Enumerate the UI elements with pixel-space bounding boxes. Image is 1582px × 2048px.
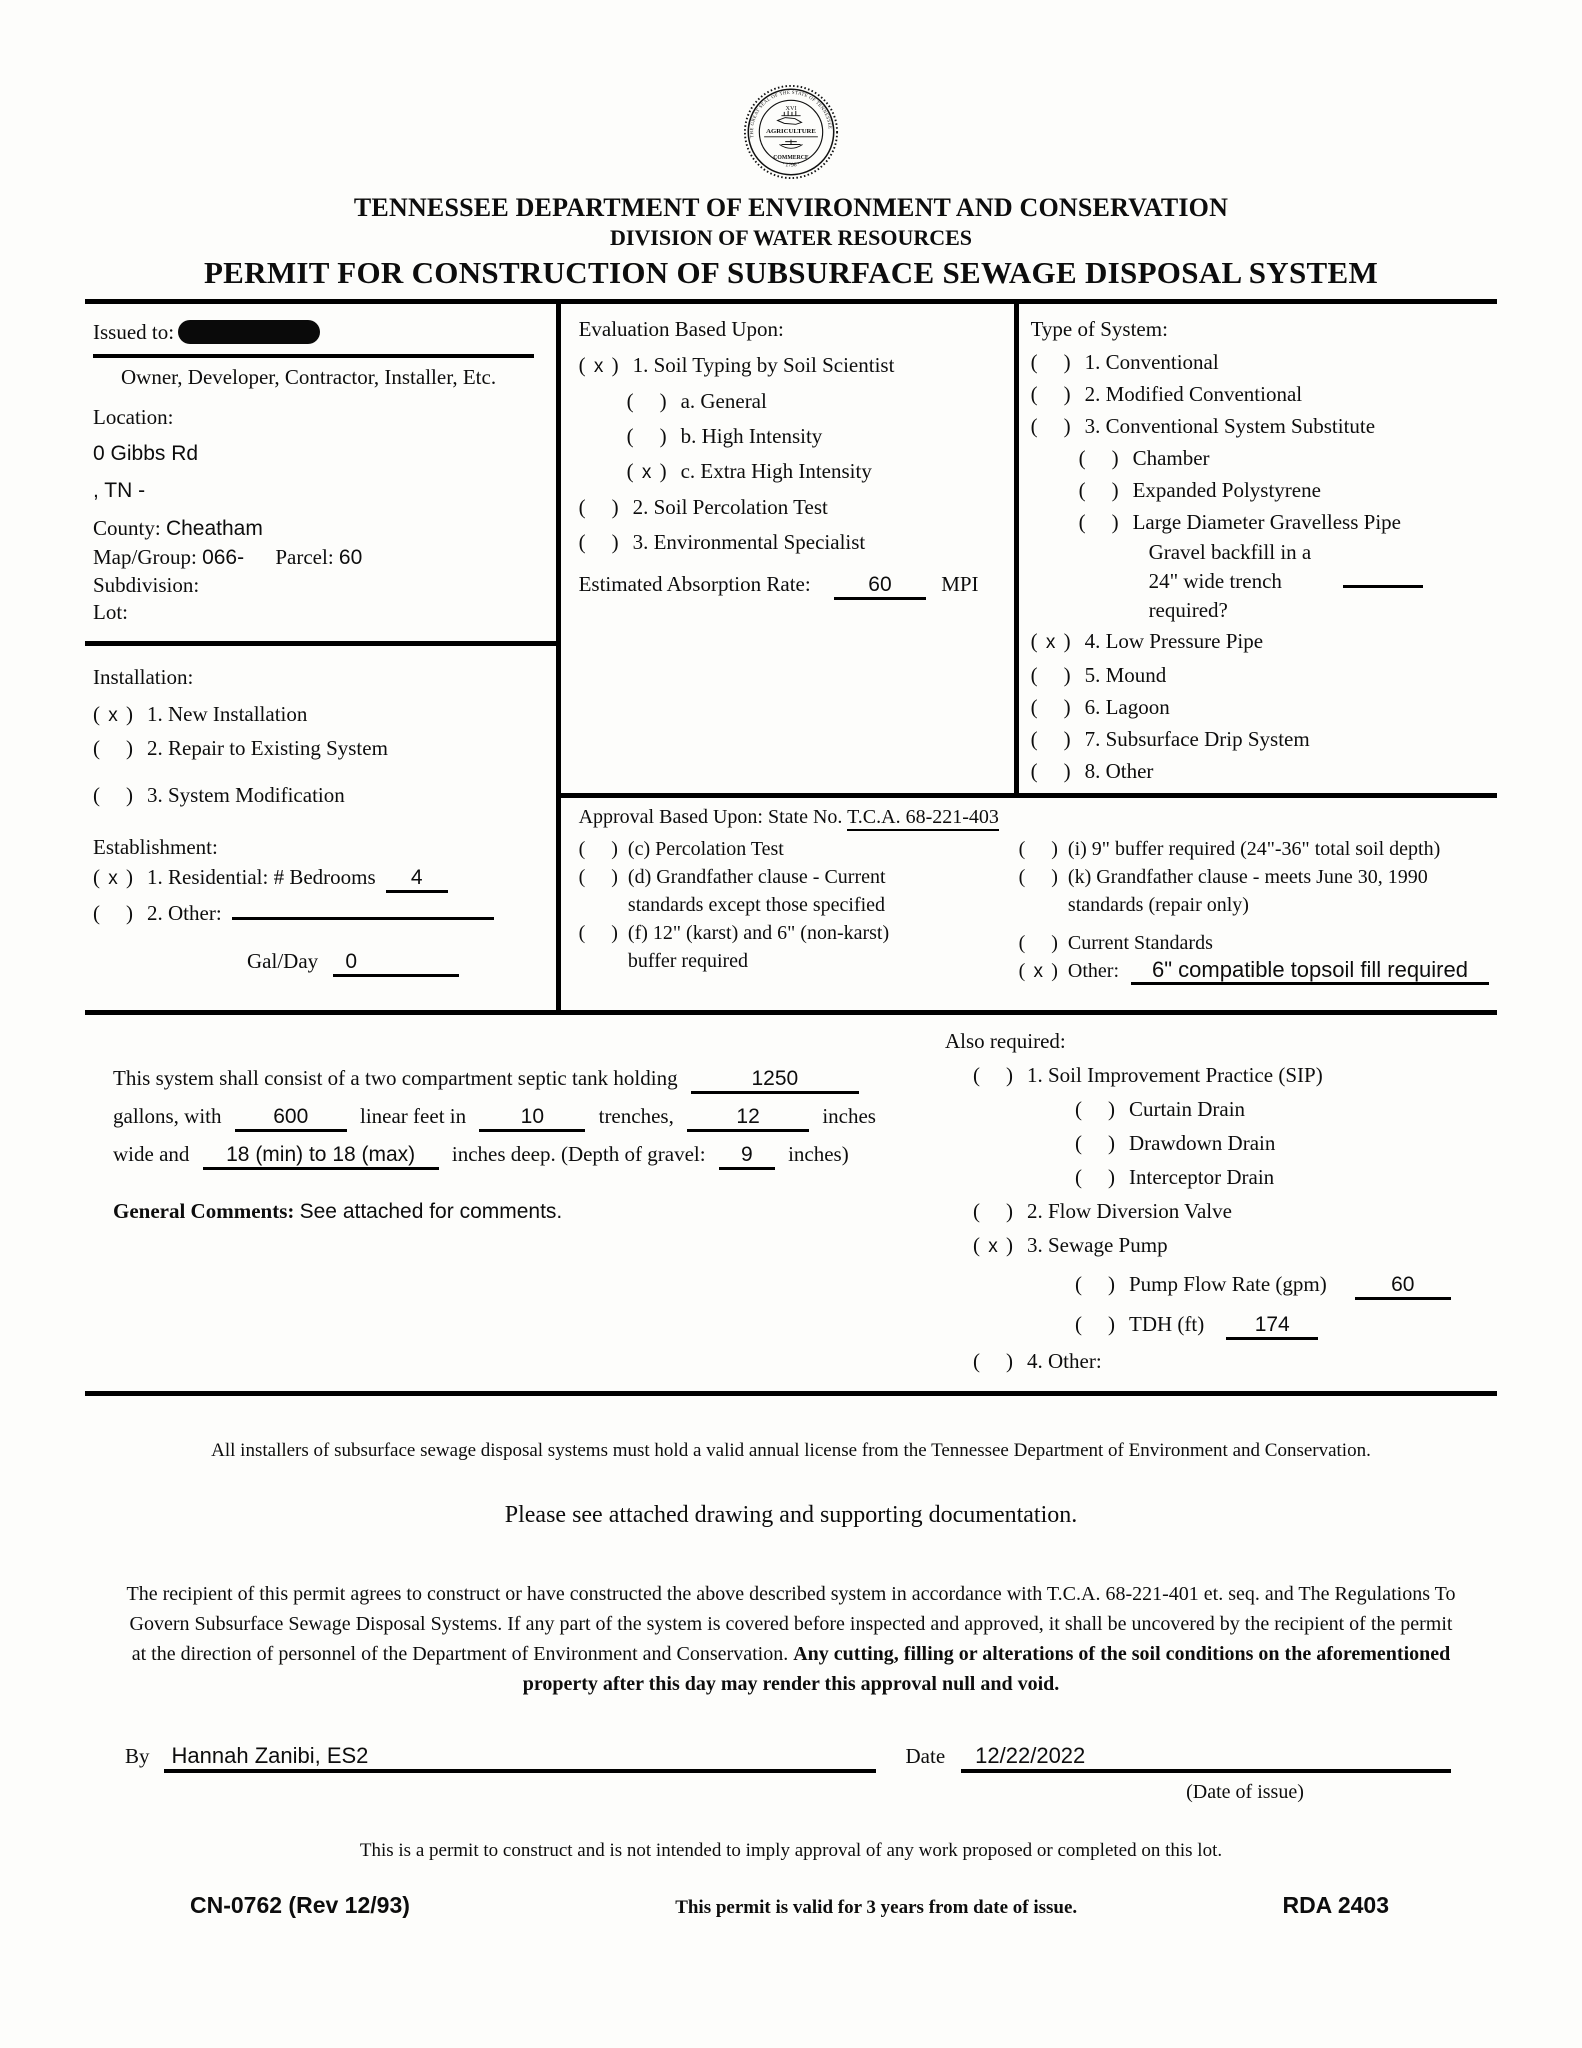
agency-name: TENNESSEE DEPARTMENT OF ENVIRONMENT AND CONSERVATION <box>353 193 1229 222</box>
date-of-issue-caption: (Date of issue) <box>1186 1781 1304 1803</box>
option-label: 3. Sewage Pump <box>1027 1233 1168 1257</box>
approval-section <box>561 793 1497 1010</box>
checkbox[interactable] <box>627 384 667 419</box>
trench-width-field[interactable]: 12 <box>687 1105 809 1132</box>
checkbox-sip[interactable] <box>973 1058 1497 1092</box>
option-label: 3. Environmental Specialist <box>632 530 866 554</box>
subdivision-label: Subdivision: <box>93 573 200 597</box>
approval-heading <box>579 806 1489 829</box>
checkbox-interceptor-drain[interactable] <box>1075 1160 1497 1194</box>
evaluation-options <box>579 348 1008 560</box>
seal-ring-text: THE GREAT SEAL OF THE STATE OF TENNESSEE <box>750 90 832 139</box>
also-required-options <box>945 1058 1497 1378</box>
validity-note: This permit is valid for 3 years from date of issue. <box>675 1897 1078 1918</box>
gravel-note-line1: Gravel backfill in a <box>1148 540 1312 564</box>
option-label: 8. Other <box>1084 759 1154 783</box>
issued-to-section <box>85 304 561 1010</box>
option-label: 6. Lagoon <box>1084 695 1170 719</box>
establishment-other-field[interactable] <box>232 917 494 920</box>
spec-line-3 <box>113 1135 945 1173</box>
option-label: Expanded Polystyrene <box>1132 478 1321 502</box>
date-value: 12/22/2022 <box>975 1743 1086 1768</box>
establishment-heading: Establishment: <box>93 835 218 859</box>
upper-grid <box>85 299 1497 1015</box>
checkbox[interactable] <box>1079 442 1119 474</box>
checkbox[interactable] <box>1031 659 1071 691</box>
parcel-value[interactable]: 60 <box>338 546 363 569</box>
type-of-system-heading: Type of System: <box>1030 317 1168 341</box>
form-number: CN-0762 (Rev 12/93) <box>190 1892 410 1918</box>
checkbox[interactable]: ( x ) <box>627 454 667 490</box>
option-label: 1. Residential: # Bedrooms <box>147 865 376 889</box>
checkbox-pump-flow-rate[interactable] <box>1075 1264 1497 1304</box>
option-label: Pump Flow Rate (gpm) <box>1129 1272 1327 1296</box>
general-comments-label: General Comments: <box>113 1199 295 1223</box>
issued-to-row <box>85 316 556 348</box>
checkbox[interactable] <box>93 896 133 931</box>
spec-line-1 <box>113 1059 945 1097</box>
permit-form <box>85 299 1497 1919</box>
gravel-required-field[interactable] <box>1343 585 1423 588</box>
issued-to-underline <box>93 354 534 358</box>
option-label: Other: <box>1067 960 1119 982</box>
checkbox-conventional-substitute[interactable] <box>1031 410 1493 442</box>
absorption-rate-row <box>579 572 1008 600</box>
form-footer-row <box>85 1892 1497 1919</box>
spec-text: gallons, with <box>113 1104 222 1128</box>
checkbox[interactable] <box>579 525 619 560</box>
checkbox[interactable] <box>1031 755 1071 787</box>
spec-text: linear feet in <box>360 1104 467 1128</box>
system-spec-paragraph <box>85 1015 945 1391</box>
location-label: Location: <box>93 405 174 429</box>
option-label: 1. Conventional <box>1084 350 1219 374</box>
checkbox-extra-high-intensity[interactable] <box>627 454 1008 490</box>
spec-text: inches) <box>788 1142 849 1166</box>
map-group-label: Map/Group: <box>93 545 197 569</box>
division-name: DIVISION OF WATER RESOURCES <box>609 225 973 250</box>
seal-numeral: XVI <box>785 104 797 112</box>
trenches-field[interactable]: 10 <box>479 1105 585 1132</box>
lot-label: Lot: <box>93 600 128 624</box>
agreement-warning: Any cutting, filling or alterations of the soil conditions on the aforementioned property after this day may render this approval null and void. <box>522 1643 1451 1695</box>
gal-day-row <box>85 949 556 977</box>
date-label: Date <box>905 1744 946 1768</box>
seal-year-text: · 1796 · <box>781 161 801 169</box>
option-label: Chamber <box>1132 446 1210 470</box>
option-label: 1. Soil Improvement Practice (SIP) <box>1027 1063 1323 1087</box>
checkbox[interactable] <box>973 1194 1013 1228</box>
option-label: Curtain Drain <box>1129 1097 1246 1121</box>
option-label: 2. Soil Percolation Test <box>632 495 828 519</box>
option-label: 7. Subsurface Drip System <box>1084 727 1310 751</box>
checkbox-percolation-test[interactable] <box>579 490 1008 525</box>
also-required-section <box>945 1015 1497 1391</box>
checkbox[interactable] <box>1079 474 1119 506</box>
date-line[interactable] <box>961 1743 1451 1773</box>
checkbox[interactable] <box>1075 1304 1115 1344</box>
footer-divider <box>85 1391 1497 1396</box>
location-address[interactable]: 0 Gibbs Rd <box>93 442 199 465</box>
checkbox-gravelless-pipe[interactable] <box>1079 506 1493 538</box>
checkbox-curtain-drain[interactable] <box>1075 1092 1497 1126</box>
checkbox[interactable] <box>1019 929 1058 957</box>
system-spec-area <box>85 1015 1497 1391</box>
checkbox-chamber[interactable] <box>1079 442 1493 474</box>
page-title: PERMIT FOR CONSTRUCTION OF SUBSURFACE SEWAGE DISPOSAL SYSTEM <box>203 255 1379 290</box>
gravel-note-line3: required? <box>1148 598 1228 622</box>
checkbox-establishment-other[interactable] <box>93 896 546 931</box>
checkbox-general[interactable] <box>627 384 1008 419</box>
installation-heading: Installation: <box>93 665 194 689</box>
seal-boat-icon <box>779 140 802 149</box>
checkbox[interactable] <box>1019 835 1058 863</box>
checkbox[interactable]: ( x ) <box>973 1228 1013 1264</box>
option-label: 4. Low Pressure Pipe <box>1084 629 1264 653</box>
checkbox[interactable]: ( x ) <box>579 348 619 384</box>
signature-row <box>85 1743 1497 1773</box>
checkbox-subsurface-drip[interactable] <box>1031 723 1493 755</box>
checkbox-modified-conventional[interactable] <box>1031 378 1493 410</box>
checkbox[interactable]: ( x ) <box>1031 625 1071 659</box>
option-label: b. High Intensity <box>680 424 823 448</box>
checkbox-mound[interactable] <box>1031 659 1493 691</box>
spec-line-2 <box>113 1097 945 1135</box>
issued-to-sublabel: Owner, Developer, Contractor, Installer, Etc. <box>121 365 497 389</box>
checkbox[interactable] <box>1031 410 1071 442</box>
checkbox-environmental-specialist[interactable] <box>579 525 1008 560</box>
checkbox-conventional[interactable] <box>1031 346 1493 378</box>
option-label: c. Extra High Intensity <box>680 459 872 483</box>
option-label: (d) Grandfather clause - Current standards except those specified <box>627 866 886 916</box>
issued-to-label: Issued to: <box>93 320 175 344</box>
county-label: County: <box>93 516 161 540</box>
rda-number: RDA 2403 <box>1282 1892 1389 1918</box>
option-label: (c) Percolation Test <box>627 838 784 860</box>
gravel-note-line2: 24" wide trench <box>1148 569 1282 593</box>
approval-right-options <box>1019 835 1489 986</box>
seal-commerce-text: COMMERCE <box>773 154 809 161</box>
license-note: All installers of subsurface sewage disposal systems must hold a valid annual license from the Tennessee Department of Environment and Conservation. <box>211 1440 1371 1461</box>
tennessee-state-seal-icon <box>743 84 839 180</box>
option-label: 2. Modified Conventional <box>1084 382 1303 406</box>
option-label: 4. Other: <box>1027 1349 1102 1373</box>
checkbox-flow-diversion-valve[interactable] <box>973 1194 1497 1228</box>
option-label: 2. Repair to Existing System <box>147 736 388 760</box>
evaluation-heading: Evaluation Based Upon: <box>578 317 784 341</box>
checkbox[interactable]: ( x ) <box>93 860 133 896</box>
checkbox[interactable] <box>973 1058 1013 1092</box>
approval-other-field[interactable]: 6" compatible topsoil fill required <box>1131 958 1489 985</box>
option-label: TDH (ft) <box>1129 1312 1205 1336</box>
spec-text: trenches, <box>598 1104 674 1128</box>
checkbox[interactable] <box>579 490 619 525</box>
checkbox[interactable] <box>1031 378 1071 410</box>
option-label: (k) Grandfather clause - meets June 30, 1990 standards (repair only) <box>1067 866 1428 916</box>
checkbox[interactable] <box>1031 691 1071 723</box>
option-label: Large Diameter Gravelless Pipe <box>1132 510 1401 534</box>
checkbox-buffer-12-6[interactable] <box>579 919 1019 975</box>
checkbox-tdh[interactable] <box>1075 1304 1497 1344</box>
checkbox[interactable] <box>627 419 667 454</box>
gravel-backfill-note <box>1149 538 1493 625</box>
checkbox[interactable]: ( x ) <box>93 698 133 732</box>
option-label: 3. System Modification <box>147 783 345 807</box>
bedrooms-field[interactable]: 4 <box>386 866 448 893</box>
checkbox-approval-other[interactable] <box>1019 957 1489 986</box>
spec-text: wide and <box>113 1142 190 1166</box>
tdh-field[interactable]: 174 <box>1226 1313 1318 1340</box>
establishment-options <box>85 860 556 931</box>
checkbox-expanded-polystyrene[interactable] <box>1079 474 1493 506</box>
option-label: Current Standards <box>1067 932 1213 954</box>
linear-feet-field[interactable]: 600 <box>235 1105 347 1132</box>
checkbox-lagoon[interactable] <box>1031 691 1493 723</box>
gravel-depth-field[interactable]: 9 <box>719 1143 775 1170</box>
signature-line[interactable] <box>164 1743 876 1773</box>
installation-options <box>85 698 556 812</box>
approval-left-options <box>579 835 1019 986</box>
checkbox-low-pressure-pipe[interactable] <box>1031 625 1493 659</box>
checkbox-new-installation[interactable] <box>93 698 546 732</box>
checkbox[interactable] <box>1019 863 1058 891</box>
absorption-rate-field[interactable]: 60 <box>834 573 926 600</box>
checkbox-system-modification[interactable] <box>93 779 546 812</box>
checkbox-drawdown-drain[interactable] <box>1075 1126 1497 1160</box>
trench-depth-field[interactable]: 18 (min) to 18 (max) <box>203 1143 439 1170</box>
left-column-divider <box>85 641 556 646</box>
option-label: 3. Conventional System Substitute <box>1084 414 1376 438</box>
svg-text:· 1796 · <box>781 161 800 168</box>
map-group-row <box>85 544 556 571</box>
option-label: a. General <box>680 389 767 413</box>
checkbox-grandfather-current[interactable] <box>579 863 1019 919</box>
approval-statute: T.C.A. 68-221-403 <box>847 806 999 831</box>
map-group-value[interactable]: 066- <box>202 546 245 569</box>
checkbox-repair-existing[interactable] <box>93 732 546 765</box>
checkbox[interactable]: ( x ) <box>1019 957 1058 986</box>
location-city-state[interactable]: , TN - <box>93 479 146 502</box>
spec-text: inches <box>822 1104 876 1128</box>
general-comments-row <box>113 1199 945 1224</box>
seal-agriculture-text: AGRICULTURE <box>766 127 816 135</box>
option-label: (f) 12" (karst) and 6" (non-karst) buffer required <box>627 922 890 972</box>
attachment-note: Please see attached drawing and supporting documentation. <box>504 1502 1078 1528</box>
parcel-label: Parcel: <box>275 545 334 569</box>
general-comments-text[interactable]: See attached for comments. <box>299 1200 563 1223</box>
option-label: 1. New Installation <box>147 702 308 726</box>
by-label: By <box>125 1744 150 1768</box>
checkbox[interactable] <box>579 863 618 891</box>
option-label: 1. Soil Typing by Soil Scientist <box>632 353 895 377</box>
option-label: (i) 9" buffer required (24"-36" total soil depth) <box>1067 838 1441 860</box>
spec-text: inches deep. (Depth of gravel: <box>451 1142 706 1166</box>
checkbox[interactable] <box>973 1344 1013 1378</box>
checkbox-also-other[interactable] <box>973 1344 1497 1378</box>
gal-day-field[interactable]: 0 <box>333 950 459 977</box>
option-label: 2. Other: <box>147 901 222 925</box>
agreement-text: The recipient of this permit agrees to construct or have constructed the above described system in accordance with T.C.A. 68-221-401 et. seq. and The Regulations To Govern Subsurface Sewage Disposal Systems. If any part of the system is covered before inspected and approved, it shall be uncovered by the recipient of the permit at the direction of personnel of the Department of Environment and Conservation. <box>126 1583 1456 1665</box>
signed-by-value: Hannah Zanibi, ES2 <box>171 1743 369 1768</box>
pump-flow-rate-field[interactable]: 60 <box>1355 1273 1451 1300</box>
checkbox-current-standards[interactable] <box>1019 929 1489 957</box>
agreement-paragraph <box>126 1579 1456 1699</box>
option-label: Interceptor Drain <box>1129 1165 1275 1189</box>
absorption-rate-label: Estimated Absorption Rate: <box>578 572 811 596</box>
checkbox-residential[interactable] <box>93 860 546 896</box>
type-of-system-section <box>1019 304 1497 793</box>
spec-text: This system shall consist of a two compartment septic tank holding <box>113 1066 678 1090</box>
county-value[interactable]: Cheatham <box>165 517 263 540</box>
checkbox[interactable] <box>1075 1264 1115 1304</box>
evaluation-and-type <box>561 304 1497 1010</box>
type-of-system-options <box>1031 346 1493 787</box>
checkbox-type-other[interactable] <box>1031 755 1493 787</box>
checkbox-sewage-pump[interactable] <box>973 1228 1497 1264</box>
redacted-name <box>178 320 320 344</box>
checkbox[interactable] <box>93 732 133 765</box>
checkbox[interactable] <box>1075 1092 1115 1126</box>
gravel-note-line2-row <box>1149 567 1493 596</box>
checkbox[interactable] <box>1079 506 1119 538</box>
evaluation-section <box>561 304 1019 793</box>
header-seal-area <box>0 0 1582 185</box>
option-label: Drawdown Drain <box>1129 1131 1276 1155</box>
checkbox[interactable] <box>579 835 618 863</box>
checkbox-percolation[interactable] <box>579 835 1019 863</box>
checkbox-buffer-9[interactable] <box>1019 835 1489 863</box>
checkbox[interactable] <box>1075 1160 1115 1194</box>
checkbox[interactable] <box>1075 1126 1115 1160</box>
absorption-rate-unit: MPI <box>941 572 979 596</box>
checkbox-high-intensity[interactable] <box>627 419 1008 454</box>
also-required-heading: Also required: <box>945 1029 1066 1053</box>
checkbox[interactable] <box>1031 346 1071 378</box>
county-row <box>85 515 556 542</box>
checkbox-soil-typing[interactable] <box>579 348 1008 384</box>
scope-note: This is a permit to construct and is not intended to imply approval of any work proposed or completed on this lot. <box>359 1840 1223 1861</box>
seal-plow-icon <box>778 111 802 124</box>
tank-gallons-field[interactable]: 1250 <box>691 1067 859 1094</box>
gal-day-label: Gal/Day <box>247 949 319 973</box>
checkbox[interactable] <box>1031 723 1071 755</box>
checkbox-grandfather-1990[interactable] <box>1019 863 1489 919</box>
option-label: 2. Flow Diversion Valve <box>1027 1199 1232 1223</box>
checkbox[interactable] <box>579 919 618 947</box>
option-label: 5. Mound <box>1084 663 1167 687</box>
approval-heading-prefix: Approval Based Upon: State No. <box>578 806 843 828</box>
checkbox[interactable] <box>93 779 133 812</box>
